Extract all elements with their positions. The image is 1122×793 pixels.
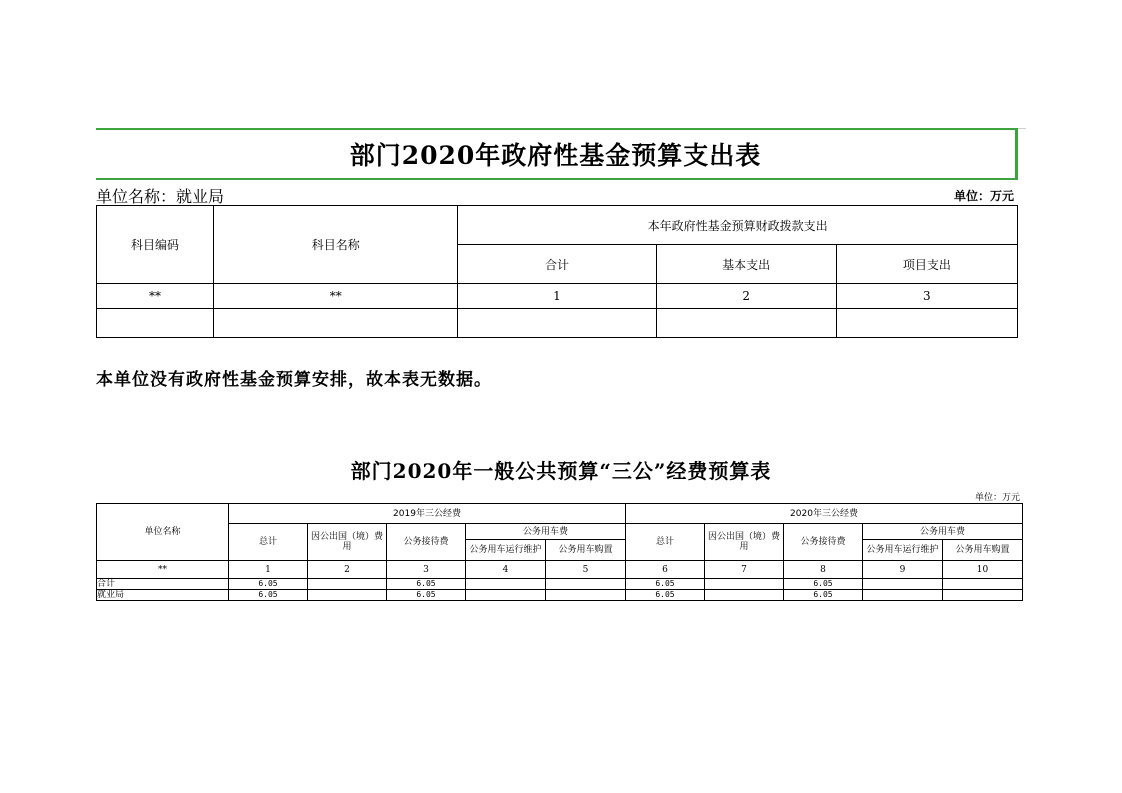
header-abroad: 因公出国（境）费用 — [308, 524, 387, 561]
header-vehicle-purchase: 公务用车购置 — [546, 540, 626, 561]
index-cell: 2 — [656, 284, 836, 309]
header-vehicle-ops: 公务用车运行维护 — [466, 540, 546, 561]
index-cell: 3 — [387, 561, 466, 579]
unit-name-label: 单位名称：就业局 — [96, 187, 225, 206]
table2-unit-label: 单位：万元 — [974, 493, 1020, 503]
index-cell: 5 — [546, 561, 626, 579]
table-row — [97, 284, 1018, 309]
index-cell: 10 — [943, 561, 1023, 579]
value-cell — [308, 579, 387, 590]
header-total: 合计 — [458, 245, 656, 284]
table-row — [97, 579, 1023, 590]
value-cell: 6.05 — [387, 590, 466, 601]
data-cell — [458, 309, 656, 338]
data-cell — [214, 309, 458, 338]
table1-title-box — [96, 128, 1018, 180]
header-code: 科目编码 — [97, 206, 214, 284]
value-cell — [308, 590, 387, 601]
row-name: 就业局 — [97, 590, 229, 601]
header-vehicle: 公务用车费 — [863, 524, 1023, 540]
row-name: 合计 — [97, 579, 229, 590]
value-cell: 6.05 — [784, 579, 863, 590]
value-cell: 6.05 — [229, 579, 308, 590]
value-cell: 6.05 — [387, 579, 466, 590]
value-cell — [863, 590, 943, 601]
index-cell: 1 — [229, 561, 308, 579]
index-cell: 1 — [458, 284, 656, 309]
index-cell: 8 — [784, 561, 863, 579]
data-cell — [836, 309, 1017, 338]
cell-corner-tick — [1018, 128, 1026, 129]
fund-budget-table — [96, 205, 1018, 338]
table-row — [97, 590, 1023, 601]
value-cell — [546, 590, 626, 601]
value-cell — [863, 579, 943, 590]
table2-title: 部门2020年一般公共预算“三公”经费预算表 — [350, 459, 772, 483]
value-cell — [943, 590, 1023, 601]
header-group-2020: 2020年三公经费 — [626, 504, 1023, 524]
table-row — [97, 309, 1018, 338]
header-reception: 公务接待费 — [784, 524, 863, 561]
index-cell: ** — [97, 561, 229, 579]
header-total: 总计 — [626, 524, 705, 561]
index-cell: 6 — [626, 561, 705, 579]
index-cell: 4 — [466, 561, 546, 579]
index-cell: 7 — [705, 561, 784, 579]
header-vehicle-purchase: 公务用车购置 — [943, 540, 1023, 561]
index-cell: 3 — [836, 284, 1017, 309]
three-public-expenses-table — [96, 503, 1023, 601]
header-abroad: 因公出国（境）费用 — [705, 524, 784, 561]
value-cell — [546, 579, 626, 590]
header-reception: 公务接待费 — [387, 524, 466, 561]
index-cell: 9 — [863, 561, 943, 579]
header-unit-name: 单位名称 — [97, 504, 229, 561]
table1-unit-label: 单位：万元 — [953, 189, 1014, 203]
value-cell: 6.05 — [626, 579, 705, 590]
index-cell: ** — [214, 284, 458, 309]
value-cell: 6.05 — [784, 590, 863, 601]
header-total: 总计 — [229, 524, 308, 561]
header-vehicle: 公务用车费 — [466, 524, 626, 540]
header-group-2019: 2019年三公经费 — [229, 504, 626, 524]
index-cell: ** — [97, 284, 214, 309]
header-vehicle-ops: 公务用车运行维护 — [863, 540, 943, 561]
value-cell — [466, 579, 546, 590]
data-cell — [97, 309, 214, 338]
table1-title: 部门2020年政府性基金预算支出表 — [349, 141, 762, 170]
data-cell — [656, 309, 836, 338]
value-cell — [466, 590, 546, 601]
index-cell: 2 — [308, 561, 387, 579]
value-cell — [705, 579, 784, 590]
value-cell: 6.05 — [229, 590, 308, 601]
header-group: 本年政府性基金预算财政拨款支出 — [458, 206, 1018, 245]
no-data-notice: 本单位没有政府性基金预算安排，故本表无数据。 — [96, 370, 492, 390]
table-row — [97, 561, 1023, 579]
value-cell — [705, 590, 784, 601]
header-name: 科目名称 — [214, 206, 458, 284]
value-cell — [943, 579, 1023, 590]
value-cell: 6.05 — [626, 590, 705, 601]
header-project: 项目支出 — [836, 245, 1017, 284]
header-basic: 基本支出 — [656, 245, 836, 284]
